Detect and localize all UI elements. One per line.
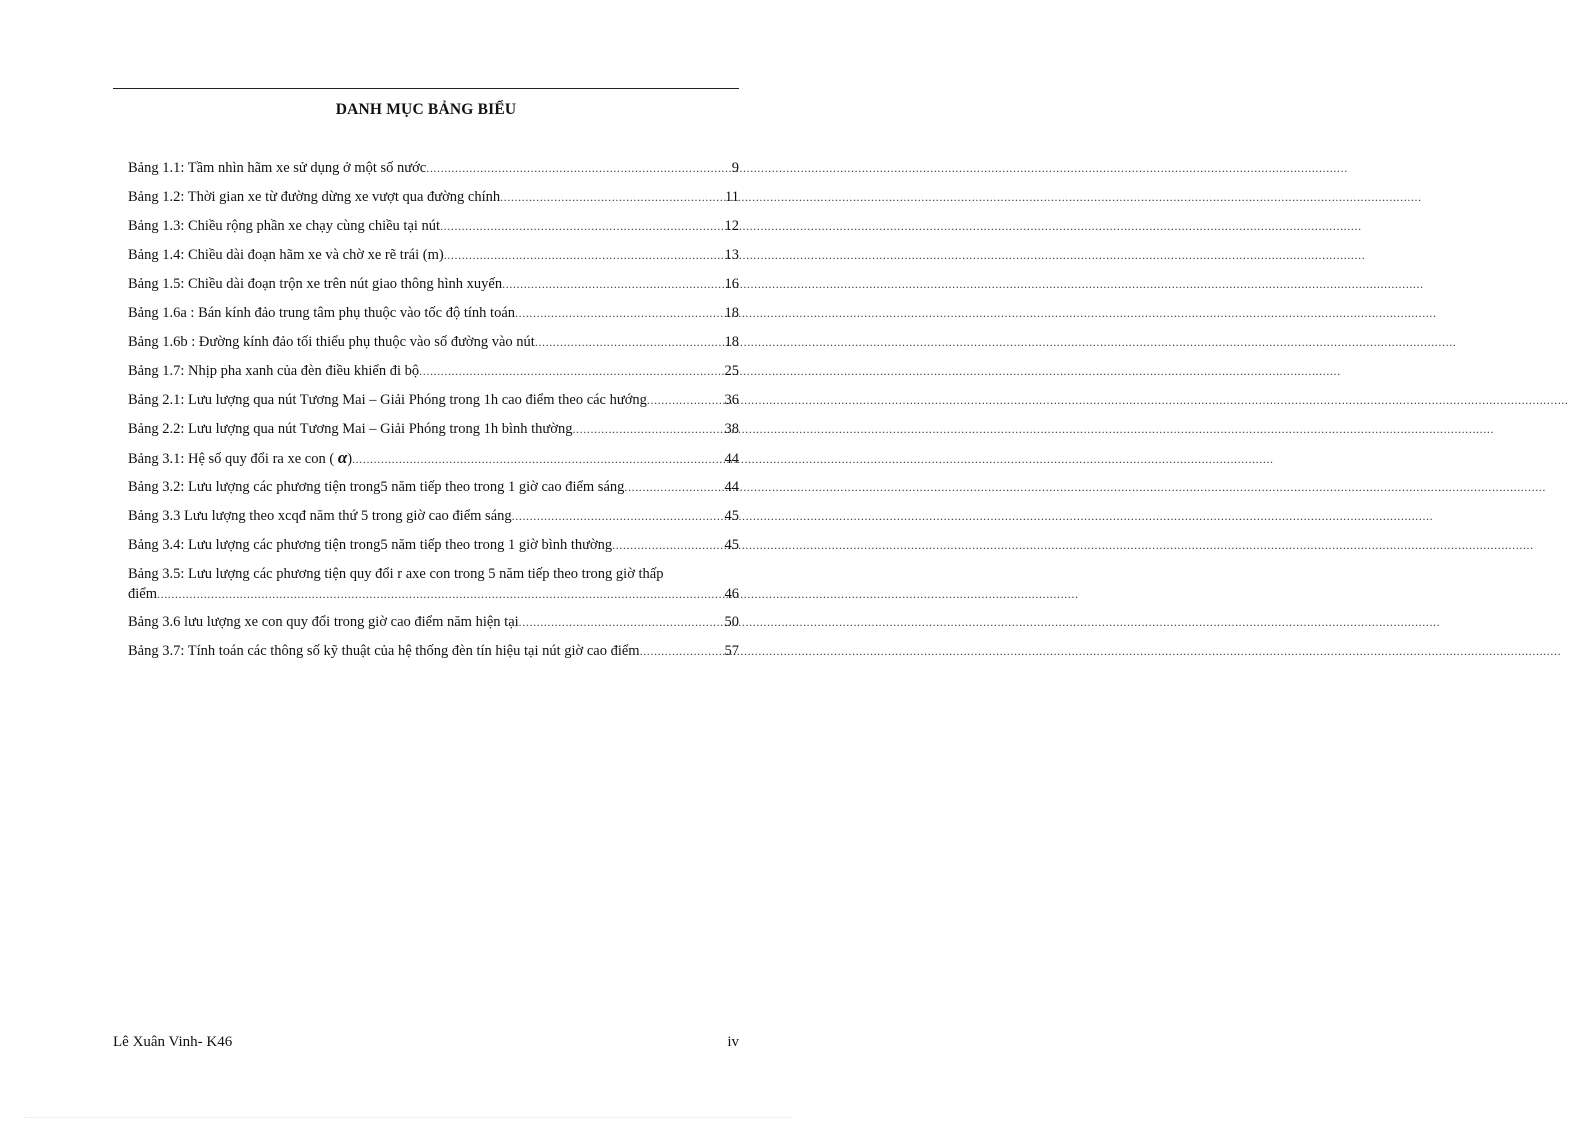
toc-entry-page: 18 xyxy=(724,334,739,350)
toc-entry-label: Bảng 3.6 lưu lượng xe con quy đổi trong giờ cao điểm năm hiện tại xyxy=(128,614,519,630)
toc-entry-1-5[interactable] xyxy=(128,273,739,302)
toc-entry-1-7[interactable] xyxy=(128,360,739,389)
toc-entry-label: Bảng 1.1: Tầm nhìn hãm xe sử dụng ở một số nước xyxy=(128,160,427,176)
dot-leader xyxy=(647,390,724,410)
table-list xyxy=(128,157,739,669)
toc-entry-page: 46 xyxy=(724,586,739,602)
toc-entry-page: 18 xyxy=(724,305,739,321)
toc-entry-3-3[interactable] xyxy=(128,505,739,534)
dot-leader xyxy=(624,477,723,497)
dot-leader xyxy=(440,216,723,236)
toc-entry-label: Bảng 1.2: Thời gian xe từ đường dừng xe vượt qua đường chính xyxy=(128,189,501,205)
toc-entry-page: 12 xyxy=(724,218,739,234)
dot-leader xyxy=(515,303,723,323)
toc-entry-label-text: Bảng 3.1: Hệ số quy đổi ra xe con ( xyxy=(128,451,335,467)
dot-leader xyxy=(352,449,723,469)
toc-entry-label: Bảng 1.6b : Đường kính đảo tối thiểu phụ thuộc vào số đường vào nút xyxy=(128,334,535,350)
toc-entry-3-1[interactable] xyxy=(128,447,739,476)
toc-entry-page: 9 xyxy=(731,160,739,176)
page-footer xyxy=(113,1034,739,1051)
toc-entry-label: Bảng 1.5: Chiều dài đoạn trộn xe trên nút giao thông hình xuyến xyxy=(128,276,503,292)
toc-entry-page: 57 xyxy=(724,643,739,659)
dot-leader xyxy=(444,245,724,265)
toc-entry-label: Bảng 3.5: Lưu lượng các phương tiện quy đổi r axe con trong 5 năm tiếp theo trong giờ thấp xyxy=(128,566,664,582)
dot-leader xyxy=(426,158,731,178)
page-title: DANH MỤC BẢNG BIỂU xyxy=(335,101,517,118)
toc-entry-3-6[interactable] xyxy=(128,611,739,640)
dot-leader xyxy=(419,361,723,381)
toc-entry-label: Bảng 1.6a : Bán kính đảo trung tâm phụ thuộc vào tốc độ tính toán xyxy=(128,305,516,321)
toc-entry-label: Bảng 3.4: Lưu lượng các phương tiện trong5 năm tiếp theo trong 1 giờ bình thường xyxy=(128,537,613,553)
toc-entry-label: Bảng 2.2: Lưu lượng qua nút Tương Mai – Giải Phóng trong 1h bình thường xyxy=(128,421,573,437)
toc-entry-label-cont: điểm xyxy=(128,586,157,602)
toc-entry-label-close: ) xyxy=(347,451,353,467)
toc-entry-label: Bảng 1.7: Nhịp pha xanh của đèn điều khiển đi bộ xyxy=(128,363,420,379)
toc-entry-1-6a[interactable] xyxy=(128,302,739,331)
alpha-symbol: α xyxy=(337,448,348,467)
dot-leader xyxy=(535,332,724,352)
dot-leader xyxy=(519,612,724,632)
dot-leader xyxy=(502,274,723,294)
toc-entry-label: Bảng 1.4: Chiều dài đoạn hãm xe và chờ xe rẽ trái (m) xyxy=(128,247,444,263)
toc-entry-1-4[interactable] xyxy=(128,244,739,273)
toc-entry-1-3[interactable] xyxy=(128,215,739,244)
toc-entry-3-7[interactable] xyxy=(128,640,739,669)
dot-leader xyxy=(572,419,723,439)
bottom-dotted-border xyxy=(24,1117,792,1118)
toc-entry-page: 44 xyxy=(724,479,739,495)
dot-leader xyxy=(512,506,724,526)
toc-entry-label: Bảng 3.3 Lưu lượng theo xcqđ năm thứ 5 trong giờ cao điểm sáng xyxy=(128,508,512,524)
toc-entry-2-2[interactable] xyxy=(128,418,739,447)
toc-entry-label: Bảng 1.3: Chiều rộng phần xe chạy cùng chiều tại nút xyxy=(128,218,441,234)
toc-entry-page: 45 xyxy=(724,537,739,553)
toc-entry-page: 50 xyxy=(724,614,739,630)
toc-entry-label: Bảng 3.7: Tính toán các thông số kỹ thuật của hệ thống đèn tín hiệu tại nút giờ cao điểm xyxy=(128,643,640,659)
header-rule xyxy=(113,88,739,89)
toc-entry-label: Bảng 2.1: Lưu lượng qua nút Tương Mai – Giải Phóng trong 1h cao điểm theo các hướng xyxy=(128,392,647,408)
toc-entry-label xyxy=(128,448,352,469)
toc-entry-1-6b[interactable] xyxy=(128,331,739,360)
toc-entry-page: 44 xyxy=(724,451,739,467)
toc-entry-page: 25 xyxy=(724,363,739,379)
toc-entry-1-1[interactable] xyxy=(128,157,739,186)
toc-entry-1-2[interactable] xyxy=(128,186,739,215)
toc-entry-page: 13 xyxy=(724,247,739,263)
footer-page-number: iv xyxy=(727,1034,739,1050)
toc-entry-label: Bảng 3.2: Lưu lượng các phương tiện trong5 năm tiếp theo trong 1 giờ cao điểm sáng xyxy=(128,479,625,495)
toc-entry-page: 16 xyxy=(724,276,739,292)
toc-entry-3-5[interactable] xyxy=(128,563,739,611)
toc-entry-page: 38 xyxy=(724,421,739,437)
dot-leader xyxy=(612,535,723,555)
toc-entry-2-1[interactable] xyxy=(128,389,739,418)
toc-entry-3-4[interactable] xyxy=(128,534,739,563)
dot-leader xyxy=(500,187,724,207)
toc-entry-page: 11 xyxy=(725,189,739,205)
footer-author: Lê Xuân Vinh- K46 xyxy=(113,1034,233,1050)
toc-entry-page: 45 xyxy=(724,508,739,524)
dot-leader xyxy=(157,584,724,604)
toc-entry-page: 36 xyxy=(724,392,739,408)
dot-leader xyxy=(640,641,724,661)
toc-entry-3-2[interactable] xyxy=(128,476,739,505)
